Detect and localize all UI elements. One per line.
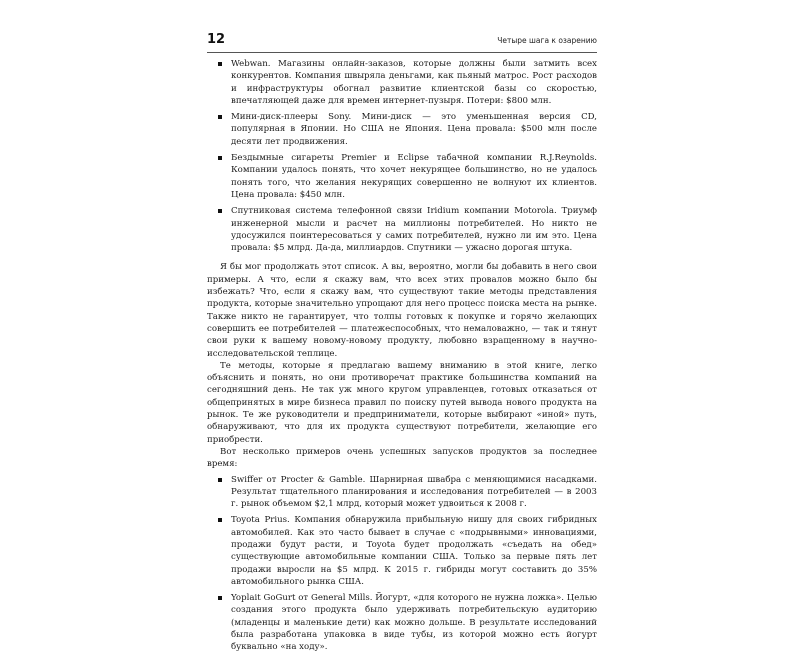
list-item	[207, 514, 597, 588]
list-item-text: Toyota Prius. Компания обнаружила прибыльную нишу для своих гибридных автомобилей. Как это часто бывает в случае с «подрывными» инновациями, продажи будут расти, и Toyota будет продолжать «съедать на обед» существующие автомобильные компании США. Только за первые пять лет продажи выросли на $5 млрд. К 2015 г. гибриды могут составить до 35% автомобильного рынка США.	[231, 515, 597, 587]
list-item-text: Спутниковая система телефонной связи Iridium компании Motorola. Триумф инженерной мысли и расчет на миллионы потребителей. Но никто не удосужился поинтересоваться у самих потребителей, нужно ли им это. Цена провала: $5 млрд. Да-да, миллиардов. Спутники — ужасно дорогая штука.	[231, 206, 597, 254]
bullet-square-icon	[218, 478, 222, 482]
paragraph: Я бы мог продолжать этот список. А вы, вероятно, могли бы добавить в него свои примеры. А что, если я скажу вам, что всех этих провалов можно было бы избежать? Что, если я скажу вам, что существуют такие методы представления продукта, которые значительно упрощают для него процесс поиска места на рынке. Также никто не гарантирует, что толпы готовых к покупке и горячо желающих совершить ее потребителей — платежеспособных, что немаловажно, — так и тянут свои руки к вашему новому-новому продукту, любовно взращенному в научно-исследовательской теплице.	[207, 262, 597, 359]
list-item-text: Swiffer от Procter & Gamble. Шарнирная швабра с меняющимися насадками. Результат тщательного планирования и исследования потребителей — в 2003 г. рынок объемом $2,1 млрд, который может удвоиться к 2008 г.	[231, 474, 597, 510]
list-item	[207, 152, 597, 201]
list-item-text: Webwan. Магазины онлайн-заказов, которые должны были затмить всех конкурентов. Компания швыряла деньгами, как пьяный матрос. Рост расходов и инфраструктуры обогнал развитие клиентской базы со скоростью, впечатляющей даже для времен интернет-пузыря. Потери: $800 млн.	[231, 59, 597, 106]
bullet-square-icon	[218, 62, 222, 66]
list-item	[207, 592, 597, 653]
list-item-text: Бездымные сигареты Premier и Eclipse табачной компании R.J.Reynolds. Компании удалось понять, что хочет некурящее большинство, но не удалось понять того, что желания некурящих совершенно не волнуют их клиентов. Цена провала: $450 млн.	[231, 153, 597, 200]
list-item	[207, 205, 597, 254]
list-item	[207, 111, 597, 148]
list-item	[207, 474, 597, 511]
paragraph: Вот несколько примеров очень успешных запусков продуктов за последнее время:	[207, 446, 597, 470]
running-head	[207, 30, 597, 53]
page-number: 12	[207, 32, 226, 47]
page-body	[207, 58, 597, 658]
failures-list	[207, 58, 597, 254]
list-item-text: Yoplait GoGurt от General Mills. Йогурт, «для которого не нужна ложка». Целью создания этого продукта было удерживать потребительскую аудиторию (младенцы и маленькие дети) как можно дольше. В результате исследований была разработана упаковка в виде тубы, из которой можно есть йогурт буквально «на ходу».	[231, 593, 597, 653]
list-item-text: Мини-диск-плееры Sony. Мини-диск — это уменьшенная версия CD, популярная в Японии. Но США не Япония. Цена провала: $500 млн после десяти лет продвижения.	[231, 112, 597, 147]
bullet-square-icon	[218, 596, 222, 600]
bullet-square-icon	[218, 518, 222, 522]
bullet-square-icon	[218, 115, 222, 119]
book-title: Четыре шага к озарению	[497, 36, 597, 45]
successes-list	[207, 474, 597, 654]
bullet-square-icon	[218, 209, 222, 213]
list-item	[207, 58, 597, 107]
bullet-square-icon	[218, 156, 222, 160]
paragraph: Те методы, которые я предлагаю вашему вниманию в этой книге, легко объяснить и понять, но они противоречат практике большинства компаний на сегодняшний день. Не так уж много кругом управленцев, готовых отказаться от общепринятых в мире бизнеса правил по поиску путей вывода нового продукта на рынок. Те же руководители и предприниматели, которые выбирают «иной» путь, обнаруживают, что для их продукта существуют потребители, желающие его приобрести.	[207, 360, 597, 445]
